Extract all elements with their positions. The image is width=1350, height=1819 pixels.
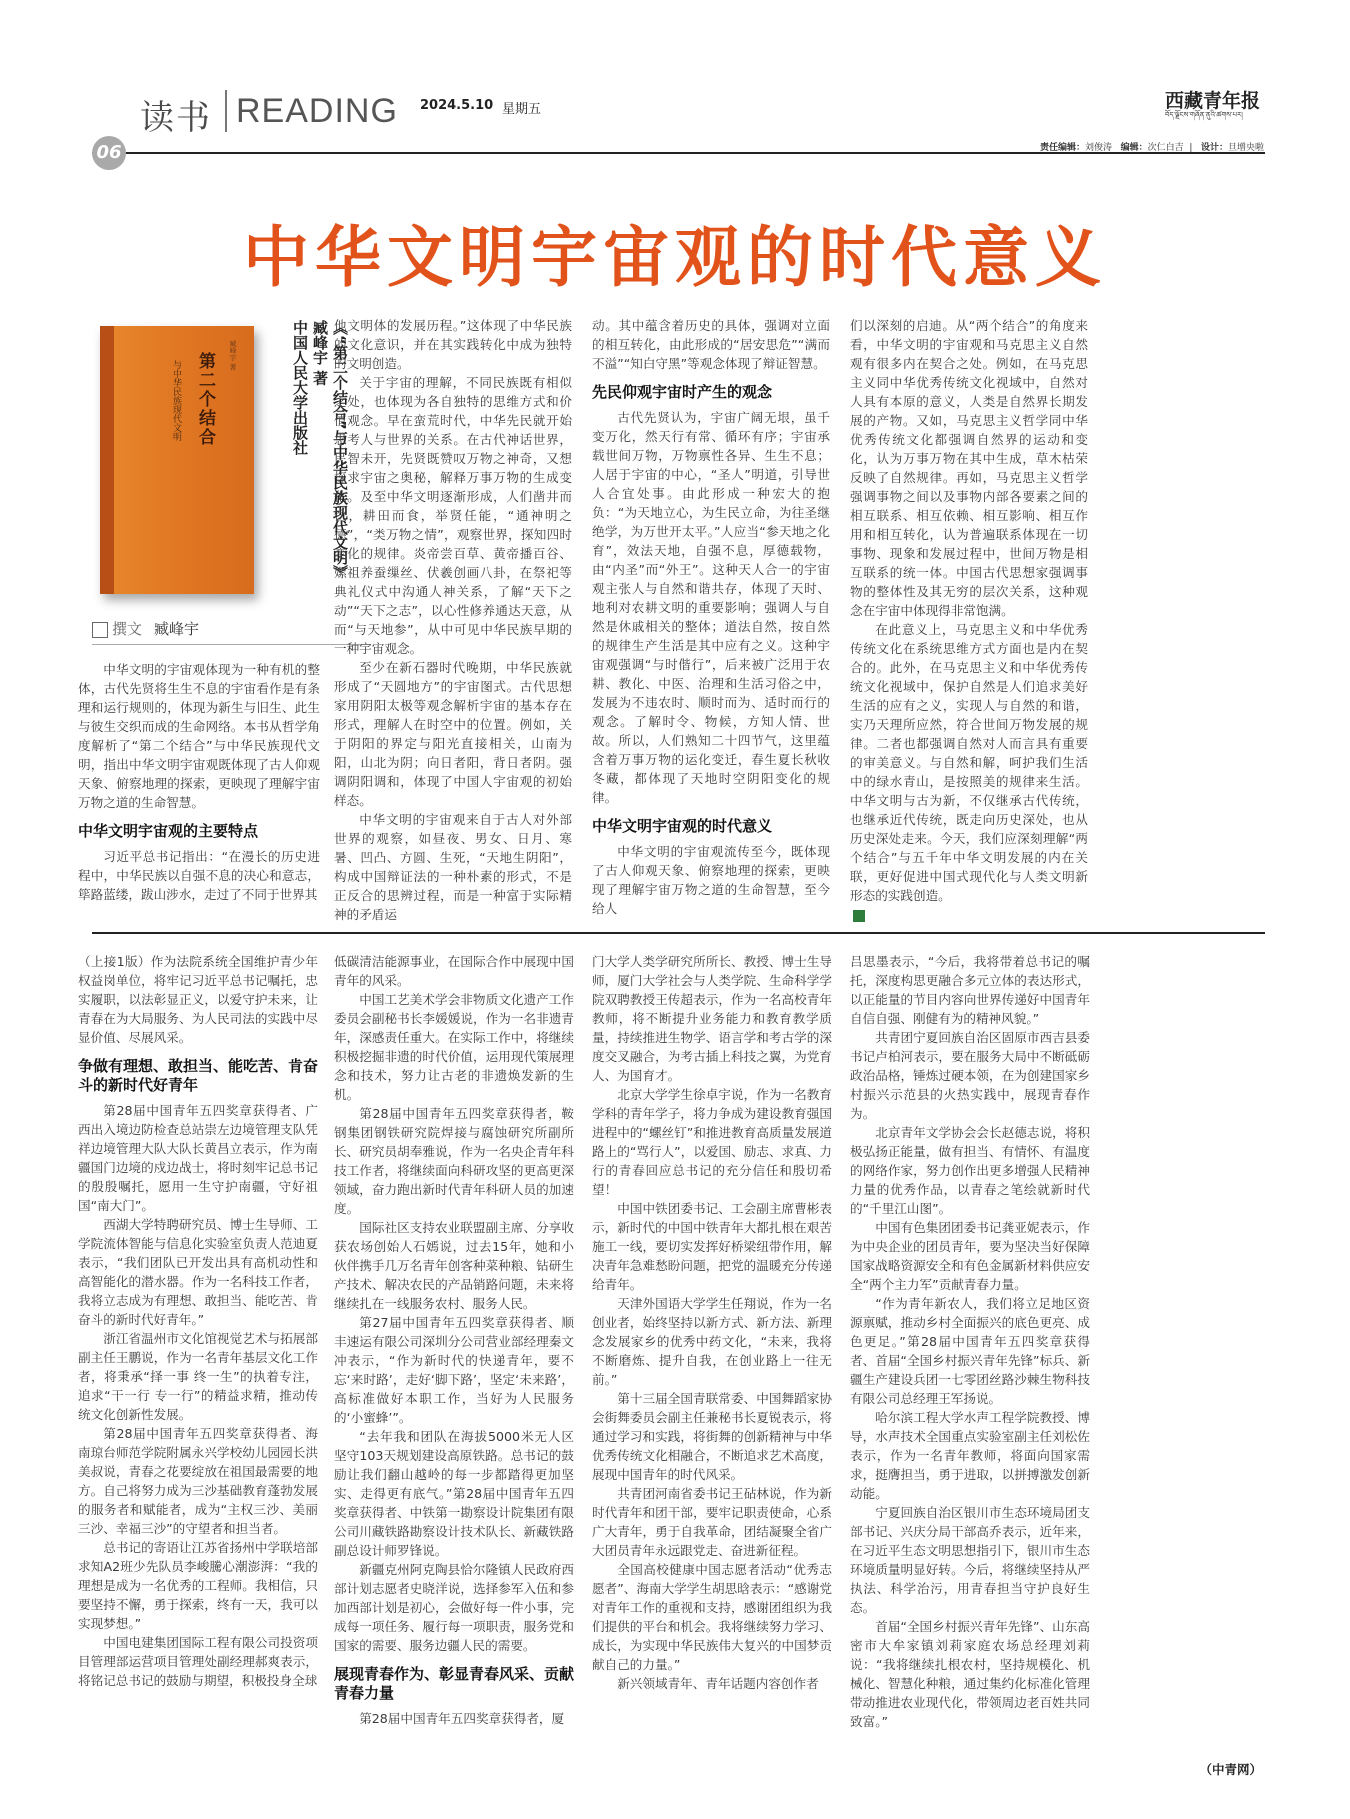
paragraph: 们以深刻的启迪。从“两个结合”的角度来看，中华文明的宇宙观和马克思主义自然观有很多内在契合之处。例如，在马克思主义同中华优秀传统文化视域中，自然对人具有本原的意义，人类是自然界长期发展的产物。又如，马克思主义哲学同中华优秀传统文化都强调自然界的运动和变化，认为万事万物在其中生成，草木枯荣反映了自然规律。再如，马克思主义哲学强调事物之间以及事物内部各要素之间的相互联系、相互依赖、相互影响、相互作用和相互转化，认为普遍联系体现在一切事物、现象和发展过程中，世间万物是相互联系的统一体。中国古代思想家强调事物的整体性及其无穷的层次关系，这种观念在宇宙中体现得非常饱满。: [850, 318, 1088, 618]
editor-name: 次仁白吉: [1147, 143, 1184, 153]
paragraph: 门大学人类学研究所所长、教授、博士生导师，厦门大学社会与人类学院、生命科学学院双聘教授王传超表示，作为一名高校青年教师，将不断提升业务能力和教育教学质量，持续推进生物学、语言学和考古学的深度交叉融合，为考古插上科技之翼，为党育人、为国育才。: [592, 954, 832, 1083]
paragraph: 第28届中国青年五四奖章获得者，鞍钢集团钢铁研究院焊接与腐蚀研究所副所长、研究员胡奉雅说，作为一名央企青年科技工作者，将继续面向科研攻坚的更高更深领域，奋力跑出新时代青年科研人员的加速度。: [334, 1106, 574, 1216]
book-spine: [100, 326, 114, 594]
paragraph: 中国有色集团团委书记龚亚妮表示，作为中央企业的团员青年，要为坚决当好保障国家战略资源安全和有色金属新材料供应安全“两个主力军”贡献青春力量。: [850, 1220, 1090, 1292]
paragraph: 总书记的寄语让江苏省扬州中学联培部求知A2班少先队员李峻騰心潮澎湃：“我的理想是成为一名优秀的工程师。我相信，只要坚持不懈，勇于探索，终有一天，我可以实现梦想。”: [78, 1540, 318, 1631]
paragraph: 宁夏回族自治区银川市生态环境局团支部书记、兴庆分局干部高乔表示，近年来，在习近平生态文明思想指引下，银川市生态环境质量明显好转。今后，将继续坚持从严执法、科学治污，用青春担当守护良好生态。: [850, 1505, 1090, 1615]
paragraph: 国际社区支持农业联盟副主席、分享收获农场创始人石嫣说，过去15年，她和小伙伴携手几万名青年创客种菜种粮、钻研生产技术、解决农民的产品销路问题，未来将继续扎在一线服务农村、服务人民。: [334, 1220, 574, 1311]
article-title: 中华文明宇宙观的时代意义: [243, 219, 1107, 296]
chief-editor-label: 责任编辑：: [1039, 143, 1085, 153]
news-column-1: [78, 952, 318, 1722]
paragraph: 中国电建集团国际工程有限公司投资项目管理部运营项目管理处副经理郝爽表示，将铭记总书记的鼓励与期望，积极投身全球: [78, 1635, 318, 1688]
paragraph: 至少在新石器时代晚期，中华民族就形成了“天圆地方”的宇宙图式。古代思想家用阴阳太极等观念解析宇宙的基本存在形式，理解人在时空中的位置。例如，关于阴阳的界定与阳光直接相关，山南为阳，山北为阴；向日者阳，背日者阴。强调阴阳调和，体现了中国人宇宙观的初始样态。: [334, 660, 572, 808]
issue-weekday: 星期五: [502, 102, 542, 117]
book-cover-subtitle: 与中华民族现代文明: [171, 360, 181, 441]
issue-date: 2024.5.10: [420, 98, 494, 113]
paragraph: “作为青年新农人，我们将立足地区资源禀赋，推动乡村全面振兴的底色更亮、成色更足。”第28届中国青年五四奖章获得者、首届“全国乡村振兴青年先锋”标兵、新疆生产建设兵团一七零团丝路沙棘生物科技有限公司总经理王军扬说。: [850, 1296, 1090, 1406]
section-divider: [225, 90, 227, 132]
paragraph: 共青团宁夏回族自治区固原市西吉县委书记卢柏河表示，要在服务大局中不断砥砺政治品格，锤炼过硬本领，在为创建国家乡村振兴示范县的火热实践中，展现青春作为。: [850, 1030, 1090, 1121]
paragraph: 关于宇宙的理解，不同民族既有相似之处，也体现为各自独特的思维方式和价值观念。早在蛮荒时代，中华先民就开始思考人与世界的关系。在古代神话世界，民智未开，先贤既赞叹万物之神奇，又想探求宇宙之奥秘，解释万事万物的生成变化。及至中华文明逐渐形成，人们凿井而饮，耕田而食，举贤任能，“通神明之德”，“类万物之情”，观察世界，探知四时变化的规律。炎帝尝百草、黄帝播百谷、嫘祖养蚕缫丝、伏羲创画八卦，在祭祀等典礼仪式中沟通人神关系，了解“天下之动”“天下之志”，以心性修养通达天意，从而“与天地参”，从中可见中华民族早期的一种宇宙观念。: [334, 375, 572, 656]
article-column-4: [850, 316, 1088, 914]
newspaper-logo: 西藏青年报: [1165, 90, 1261, 112]
paragraph: 中华文明的宇宙观流传至今，既体现了古人仰观天象、俯察地理的探索，更映现了理解宇宙万物之道的生命智慧，至今给人: [592, 844, 830, 916]
paragraph: 浙江省温州市文化馆视觉艺术与拓展部副主任王鹏说，作为一名青年基层文化工作者，将秉承“择一事 终一生”的执着专注，追求“干一行 专一行”的精益求精，推动传统文化创新性发展。: [78, 1331, 318, 1422]
news-column-4: [850, 952, 1090, 1742]
newspaper-logo-tibetan: བོད་ལྗོངས་གཞོན་ནུའི་ཚགས་པར།: [1165, 111, 1243, 119]
paragraph: 首届“全国乡村振兴青年先锋”、山东高密市大牟家镇刘莉家庭农场总经理刘莉说：“我将继续扎根农村，坚持规模化、机械化、智慧化种粮，通过集约化标准化管理带动推进农业现代化，带领周边老百姓共同致富。”: [850, 1619, 1090, 1729]
book-info-author: 臧峰宇 著: [311, 320, 329, 386]
paragraph: 第28届中国青年五四奖章获得者，厦: [359, 1711, 565, 1726]
subheading: 中华文明宇宙观的时代意义: [592, 817, 773, 835]
book-info-title: 《“第二个结合”与中华民族现代文明》: [331, 320, 349, 580]
byline-name: 臧峰宇: [154, 620, 200, 638]
paragraph: 吕思墨表示，“今后，我将带着总书记的嘱托，深度构思更融合多元立体的表达形式，以正能量的节目内容向世界传递好中国青年自信自强、刚健有为的精神风貌。”: [850, 954, 1090, 1026]
book-cover-author: 臧峰宇 著: [229, 340, 237, 371]
subheading: 争做有理想、敢担当、能吃苦、肯奋斗的新时代好青年: [78, 1057, 319, 1094]
paragraph: 天津外国语大学学生任翔说，作为一名创业者，始终坚持以新方式、新方法、新理念发展家乡的优秀中药文化，“未来，我将不断磨炼、提升自我，在创业路上一往无前。”: [592, 1296, 832, 1387]
paragraph: 哈尔滨工程大学水声工程学院教授、博导，水声技术全国重点实验室副主任刘松佐表示，作为一名青年教师，将面向国家需求，挺膺担当，勇于进取，以拼搏激发创新动能。: [850, 1410, 1090, 1501]
paragraph: 第十三届全国青联常委、中国舞蹈家协会街舞委员会副主任兼秘书长夏锐表示，将通过学习和实践，将街舞的创新精神与中华优秀传统文化相融合，不断追求艺术高度，展现中国青年的时代风采。: [592, 1391, 832, 1482]
section-title-cn: 读书: [140, 98, 212, 138]
paragraph: 第28届中国青年五四奖章获得者、海南琼台师范学院附属永兴学校幼儿园园长洪美叔说，青春之花要绽放在祖国最需要的地方。自己将努力成为三沙基础教育蓬勃发展的服务者和赋能者，成为“主权三沙、美丽三沙、幸福三沙”的守望者和担当者。: [78, 1426, 318, 1536]
editor-credits: 责任编辑：刘俊涛 编辑：次仁白吉 | 设计：旦增央啦: [1039, 143, 1264, 153]
paragraph: 中华文明的宇宙观体现为一种有机的整体，古代先贤将生生不息的宇宙看作是有条理和运行规则的，体现为新生与旧生、此生与彼生交织而成的生命网络。本书从哲学角度解析了“第二个结合”与中华民族现代文明，指出中华文明宇宙观既体现了古人仰观天象、俯察地理的探索，更映现了理解宇宙万物之道的生命智慧。: [78, 662, 320, 810]
paragraph: 中华文明的宇宙观来自于古人对外部世界的观察，如昼夜、男女、日月、寒暑、凹凸、方圆、生死，“天地生阴阳”，构成中国辩证法的一种朴素的形式，不是正反合的思辨过程，而是一种富于实际精神的矛盾运: [334, 812, 572, 922]
article-column-3: [592, 316, 830, 914]
paragraph: 古代先贤认为，宇宙广阔无垠，虽千变万化，然天行有常、循环有序；宇宙承载世间万物，万物禀性各异、生生不息；人居于宇宙的中心，“圣人”明道，引导世人合宜处事。由此形成一种宏大的抱负：“为天地立心，为生民立命，为往圣继绝学，为万世开太平。”人应当“参天地之化育”，效法天地，自强不息，厚德载物，由“内圣”而“外王”。这种天人合一的宇宙观主张人与自然和谐共存，体现了天时、地利对农耕文明的重要影响；强调人与自然是休戚相关的整体；道法自然，按自然的规律生产生活是其中应有之义。这种宇宙观强调“与时偕行”，后来被广泛用于农耕、教化、中医、治理和生活习俗之中，发展为不违农时、顺时而为、适时而行的观念。了解时令、物候，方知人情、世故。所以，人们熟知二十四节气，这里蕴含着万事万物的运化变迁，春生夏长秋收冬藏，都体现了天地时空阴阳变化的规律。: [592, 410, 830, 805]
news-source: （中青网）: [1199, 1762, 1262, 1777]
paragraph: 中国中铁团委书记、工会副主席曹彬表示，新时代的中国中铁青年大都扎根在艰苦施工一线，要切实发挥好桥梁纽带作用，解决青年急难愁盼问题，把党的温暖充分传递给青年。: [592, 1201, 832, 1292]
paragraph: 他文明体的发展历程。”这体现了中华民族的文化意识，并在其实践转化中成为独特的文明创造。: [334, 318, 572, 371]
end-mark-icon: [853, 910, 865, 922]
article-column-1: [78, 660, 320, 916]
paragraph: 第28届中国青年五四奖章获得者、广西出入境边防检查总站崇左边境管理支队凭祥边境管理大队大队长黄昌立表示，作为南疆国门边境的戍边战士，将时刻牢记总书记的殷殷嘱托，愿用一生守护南疆，守好祖国“南大门”。: [78, 1103, 318, 1213]
designer-label: 设计：: [1200, 143, 1228, 153]
book-info-publisher: 中国人民大学出版社: [291, 320, 309, 455]
paragraph: 新疆克州阿克陶县恰尔隆镇人民政府西部计划志愿者史晓洋说，选择参军入伍和参加西部计划是初心，会做好每一件小事，完成每一项任务、履行每一项职责，服务党和国家的需要、服务边疆人民的需要。: [334, 1562, 574, 1653]
section-divider-rule: [92, 932, 1265, 934]
subheading: 先民仰观宇宙时产生的观念: [592, 383, 773, 401]
paragraph: 北京大学学生徐卓宇说，作为一名教育学科的青年学子，将力争成为建设教育强国进程中的“螺丝钉”和推进教育高质量发展道路上的“骂行人”，以爱国、励志、求真、力行的青春回应总书记的充分信任和殷切希望！: [592, 1087, 832, 1197]
subheading: 展现青春作为、彰显青春风采、贡献青春力量: [334, 1665, 575, 1702]
article-column-2: [334, 316, 572, 922]
pen-icon: [92, 622, 108, 638]
paragraph: “去年我和团队在海拔5000米无人区坚守103天规划建设高原铁路。总书记的鼓励让我们翻山越岭的每一步都踏得更加坚实、走得更有底气。”第28届中国青年五四奖章获得者、中铁第一勘察设计院集团有限公司川藏铁路勘察设计技术队长、新藏铁路副总设计师罗锋说。: [334, 1429, 574, 1558]
page-number-badge: 06: [92, 136, 126, 170]
news-column-2: [334, 952, 575, 1726]
paragraph: 中国工艺美术学会非物质文化遗产工作委员会副秘书长李媛媛说，作为一名非遗青年，深感责任重大。在实际工作中，将继续积极挖掘非遗的时代价值，运用现代策展理念和技术，努力让古老的非遗焕发新的生机。: [334, 992, 574, 1102]
paragraph: 新兴领域青年、青年话题内容创作者: [617, 1676, 819, 1691]
paragraph: （上接1版）作为法院系统全国维护青少年权益岗单位，将牢记习近平总书记嘱托，忠实履职，以法彰显正义，以爱守护未来，让青春在为大局服务、为人民司法的实践中尽显价值、尽展风采。: [78, 954, 318, 1045]
section-title-en: READING: [236, 92, 398, 130]
editor-label: 编辑：: [1120, 143, 1148, 153]
paragraph: 低碳清洁能源事业，在国际合作中展现中国青年的风采。: [334, 954, 574, 988]
book-cover-title: 第二个结合: [195, 352, 215, 447]
paragraph: 西湖大学特聘研究员、博士生导师、工学院流体智能与信息化实验室负责人范迪夏表示，“我们团队已开发出具有高机动性和高智能化的潜水器。作为一名科技工作者，我将立志成为有理想、敢担当、能吃苦、肯奋斗的新时代好青年。”: [78, 1217, 318, 1327]
chief-editor-name: 刘俊涛: [1084, 143, 1112, 153]
subheading: 中华文明宇宙观的主要特点: [78, 822, 259, 840]
paragraph: 全国高校健康中国志愿者活动“优秀志愿者”、海南大学学生胡思晗表示：“感谢党对青年工作的重视和支持，感谢团组织为我们提供的平台和机会。我将继续努力学习、成长，为实现中华民族伟大复兴的中国梦贡献自己的力量。”: [592, 1562, 832, 1672]
paragraph: 在此意义上，马克思主义和中华优秀传统文化在系统思维方式方面也是内在契合的。此外，在马克思主义和中华优秀传统文化视域中，保护自然是人们追求美好生活的应有之义，实现人与自然的和谐，实乃天理所应然，符合世间万物发展的规律。二者也都强调自然对人而言具有重要的审美意义。与自然和解，呵护我们生活中的绿水青山，是按照美的规律来生活。中华文明与古为新，不仅继承古代传统，也继承近代传统，既走向历史深处，也从历史深处走来。今天，我们应深刻理解“两个结合”与五千年中华文明发展的内在关联，更好促进中国式现代化与人类文明新形态的实践创造。: [850, 622, 1088, 903]
paragraph: 北京青年文学协会会长赵德志说，将积极弘扬正能量，做有担当、有情怀、有温度的网络作家，努力创作出更多增强人民精神力量的优秀作品，以青春之笔绘就新时代的“千里江山图”。: [850, 1125, 1090, 1216]
byline-rule: [92, 644, 370, 645]
paragraph: 习近平总书记指出：“在漫长的历史进程中，中华民族以自强不息的决心和意志，筚路蓝缕，跋山涉水，走过了不同于世界其: [78, 849, 320, 902]
byline-label: 撰文: [112, 620, 143, 638]
designer-name: 旦增央啦: [1227, 143, 1264, 153]
paragraph: 共青团河南省委书记王砧林说，作为新时代青年和团干部，要牢记职责使命，心系广大青年，勇于自我革命，团结凝聚全省广大团员青年永远跟党走、奋进新征程。: [592, 1486, 832, 1558]
paragraph: 动。其中蕴含着历史的具体，强调对立面的相互转化，由此形成的“居安思危”“满而不溢”“知白守黑”等观念体现了辩证智慧。: [592, 318, 830, 371]
news-column-3: [592, 952, 832, 1722]
paragraph: 第27届中国青年五四奖章获得者、顺丰速运有限公司深圳分公司营业部经理秦文冲表示，“作为新时代的快递青年，要不忘‘来时路’，走好‘脚下路’，坚定‘未来路’，高标准做好本职工作，当好为人民服务的‘小蜜蜂’”。: [334, 1315, 574, 1425]
